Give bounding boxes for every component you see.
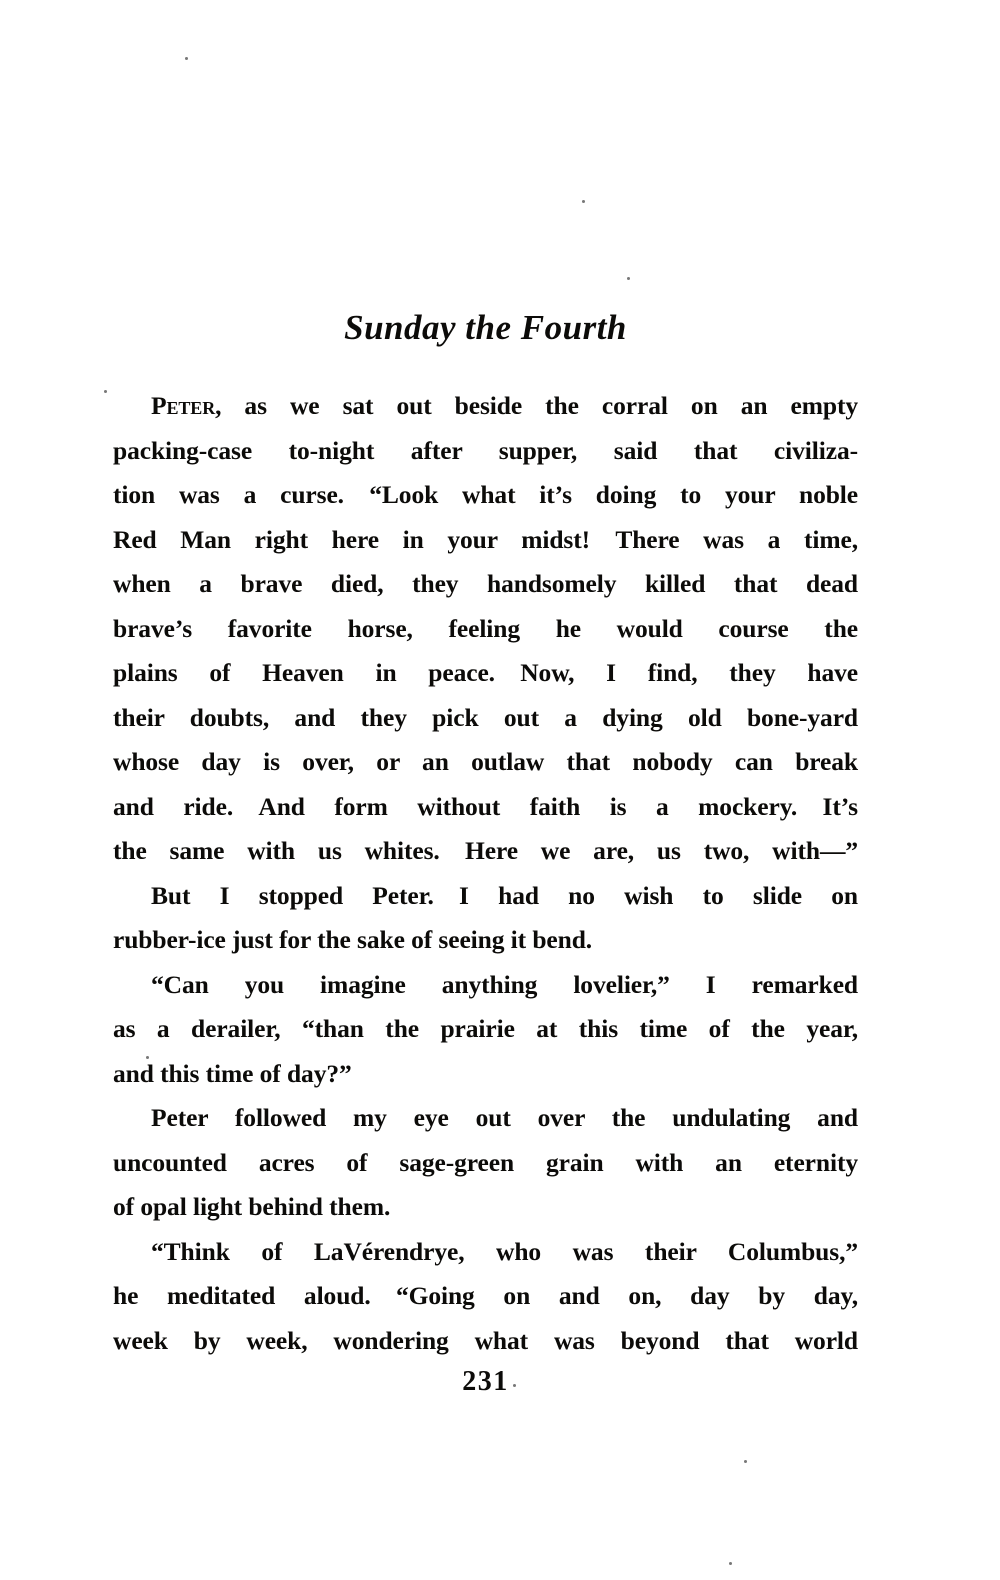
- scan-speck: [744, 1460, 747, 1463]
- text-line: “Can you imagine anything lovelier,” I remarked: [151, 969, 858, 999]
- text-line: Red Man right here in your midst! There was a time,: [113, 524, 858, 554]
- text-line: plains of Heaven in peace. Now, I find, they have: [113, 658, 858, 687]
- text-line: as a derailer, “than the prairie at this time of the year,: [113, 1014, 858, 1043]
- text-line: the same with us whites. Here we are, us two, with—”: [113, 836, 858, 865]
- text-line: tion was a curse. “Look what it’s doing to your noble: [113, 480, 858, 509]
- text-line: uncounted acres of sage-green grain with an eternity: [113, 1147, 858, 1177]
- text-line: Peter followed my eye out over the undulating and: [151, 1103, 858, 1132]
- chapter-title: Sunday the Fourth: [344, 308, 627, 347]
- scan-speck: [729, 1562, 732, 1565]
- scan-speck: [185, 57, 188, 60]
- text-line: rubber-ice just for the sake of seeing it bend.: [113, 925, 593, 954]
- scan-speck: [513, 1384, 516, 1387]
- body-text: [113, 384, 858, 1363]
- text-line: he meditated aloud. “Going on and on, day by day,: [113, 1281, 858, 1310]
- scan-speck: [582, 200, 585, 203]
- text-line: and ride. And form without faith is a mockery. It’s: [113, 791, 858, 821]
- lead-word-smallcaps: Peter: [151, 391, 216, 420]
- text-line: their doubts, and they pick out a dying old bone-yard: [113, 702, 858, 732]
- text-line: week by week, wondering what was beyond that world: [113, 1325, 858, 1355]
- text-line: But I stopped Peter. I had no wish to slide on: [151, 880, 858, 910]
- page-number: 231: [462, 1366, 509, 1397]
- text-line: brave’s favorite horse, feeling he would course the: [113, 613, 858, 643]
- text-line: whose day is over, or an outlaw that nobody can break: [113, 747, 858, 776]
- text-line: packing-case to-night after supper, said that civiliza-: [113, 435, 858, 465]
- scan-speck: [627, 277, 630, 280]
- text-line: when a brave died, they handsomely killed that dead: [113, 569, 858, 598]
- text-line: Peter, as we sat out beside the corral on an empty: [151, 391, 858, 420]
- scan-speck: [146, 1056, 149, 1059]
- text-line: of opal light behind them.: [113, 1192, 391, 1221]
- text-line: and this time of day?”: [113, 1058, 352, 1088]
- scan-speck: [104, 390, 107, 393]
- text-line: “Think of LaVérendrye, who was their Columbus,”: [151, 1236, 858, 1266]
